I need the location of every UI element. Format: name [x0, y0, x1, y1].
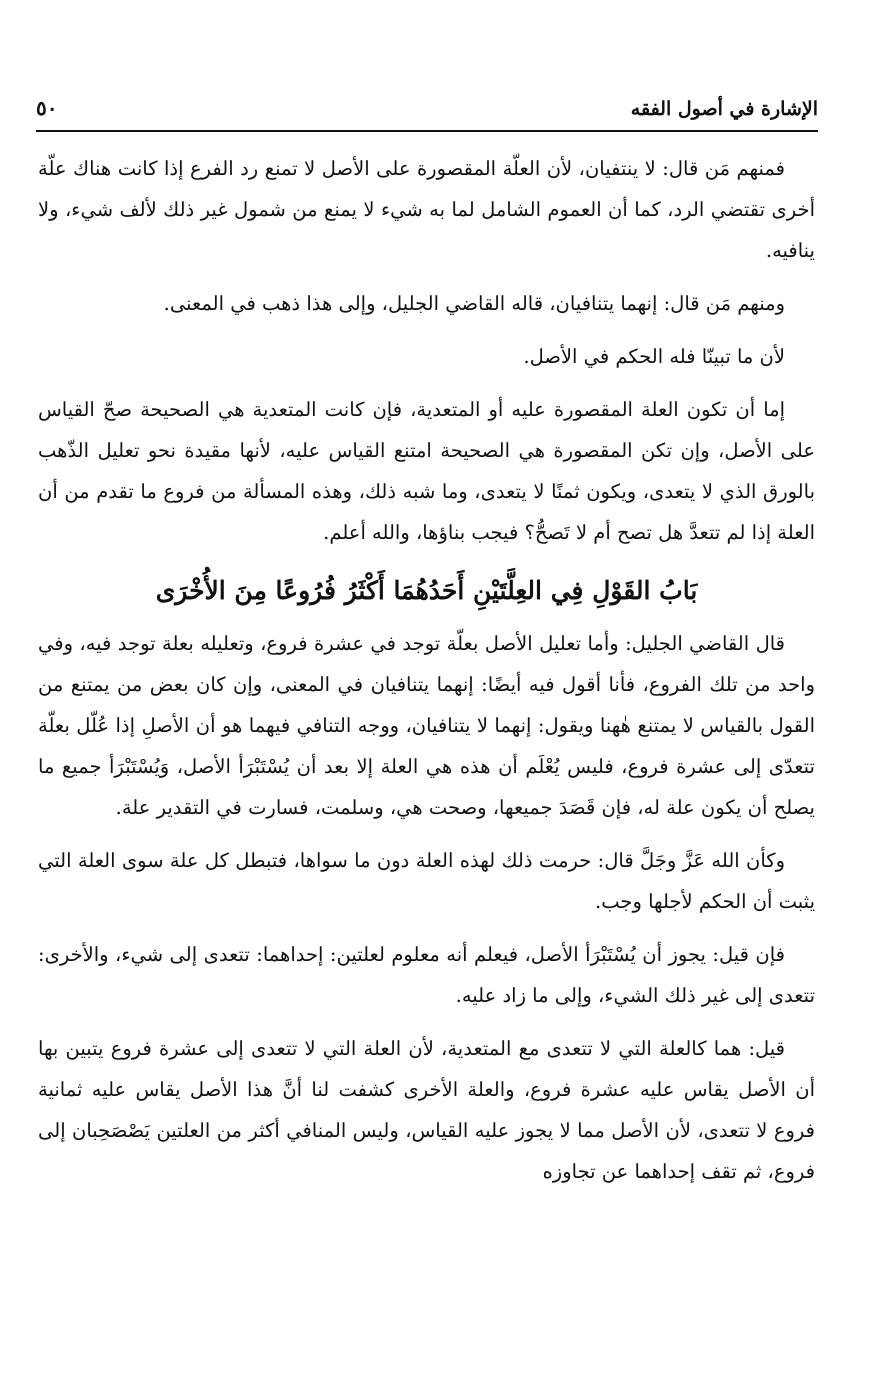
paragraph: وكأن الله عَزَّ وجَلَّ قال: حرمت ذلك لهذه العلة دون ما سواها، فتبطل كل علة سوى العلة التي يثبت أن الحكم لأجلها وجب. [38, 849, 815, 913]
paragraph: لأن ما تبينّا فله الحكم في الأصل. [523, 345, 785, 368]
paragraph: قيل: هما كالعلة التي لا تتعدى مع المتعدية، لأن العلة التي لا تتعدى إلى عشرة فروع يتبين بها أن الأصل يقاس عليه عشرة فروع، والعلة الأخرى كشفت لنا أنَّ هذا الأصل يقاس عليه ثمانية فروع لا تتعدى، لأن الأصل مما لا يجوز عليه القياس، وليس المنافي أكثر من العلتين يَصْصَحِبان إلى فروع، ثم تقف إحداهما عن تجاوزه [38, 1037, 815, 1183]
page-number: ٥٠ [36, 96, 58, 120]
paragraph: قال القاضي الجليل: وأما تعليل الأصل بعلّة توجد في عشرة فروع، وتعليله بعلة توجد فيه، وفي واحد من تلك الفروع، فأنا أقول فيه أيضًا: إنهما يتنافيان في المعنى، وإن كان بعض من يمتنع من القول بالقياس لا يمتنع هٰهنا ويقول: إنهما لا يتنافيان، ووجه التنافي فيهما هو أن الأصلِ إذا عُلّل بعلّة تتعدّى إلى عشرة فروع، فليس يُعْلَم أن هذه هي العلة إلا بعد أن يُسْتَبْرَأ الأصل، وَيُسْتَبْرَأ جميع ما يصلح أن يكون علة له، فإن قَصَدَ جميعها، وصحت هي، وسلمت، فسارت في التقدير علة. [38, 632, 815, 819]
paragraph: فإن قيل: يجوز أن يُسْتَبْرَأ الأصل، فيعلم أنه معلوم لعلتين: إحداهما: تتعدى إلى شيء، والأخرى: تتعدى إلى غير ذلك الشيء، وإلى ما زاد عليه. [38, 943, 815, 1007]
paragraph: إما أن تكون العلة المقصورة عليه أو المتعدية، فإن كانت المتعدية هي الصحيحة صحّ القياس على الأصل، وإن تكن المقصورة هي الصحيحة امتنع القياس عليه، لأنها مقيدة نحو تعليل الذّهب بالورق الذي لا يتعدى، ويكون ثمنًا لا يتعدى، وما شبه ذلك، وهذه المسألة من فروع ما تقدم من أن العلة إذا لم تتعدَّ هل تصح أم لا تَصحُّ؟ فيجب بناؤها، والله أعلم. [38, 398, 815, 544]
paragraph: فمنهم مَن قال: لا ينتفيان، لأن العلّة المقصورة على الأصل لا تمنع رد الفرع إذا كانت هناك علّة أخرى تقتضي الرد، كما أن العموم الشامل لما به شيء لا يمنع من شمول غير ذلك لألف شيء، ولا ينافيه. [38, 157, 815, 262]
running-title: الإشارة في أصول الفقه [630, 98, 818, 120]
page-body [38, 148, 815, 1204]
running-header [36, 96, 818, 132]
paragraph: ومنهم مَن قال: إنهما يتنافيان، قاله القاضي الجليل، وإلى هذا ذهب في المعنى. [163, 292, 785, 315]
section-heading: بَابُ القَوْلِ فِي العِلَّتَيْنِ أَحَدُهُمَا أَكْثَرُ فُرُوعًا مِنَ الأُخْرَى [155, 576, 698, 605]
